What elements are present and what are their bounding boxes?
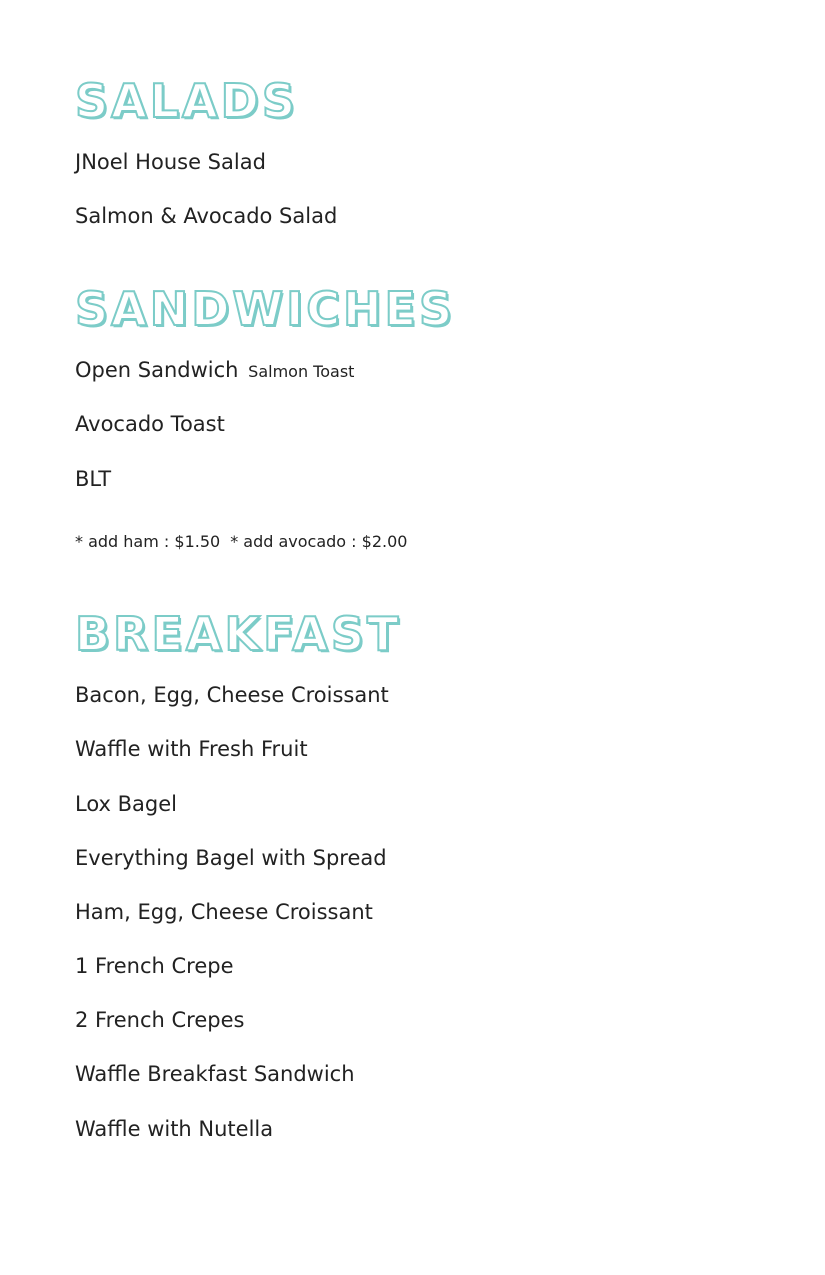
menu-item (75, 469, 111, 490)
addon-avocado: * add avocado : $2.00 (230, 532, 408, 551)
menu-item-subtitle: Salmon Toast (248, 362, 355, 381)
salads-heading: SALADS (75, 74, 298, 128)
menu-item: Bacon, Egg, Cheese Croissant (75, 683, 389, 707)
menu-item: Everything Bagel with Spread (75, 846, 387, 870)
menu-item: JNoel House Salad (75, 150, 266, 174)
menu-item (75, 360, 354, 381)
addons-note (75, 534, 407, 550)
menu-item: Salmon & Avocado Salad (75, 204, 338, 228)
menu-item-name: Avocado Toast (75, 412, 225, 436)
menu-item: Waffle with Fresh Fruit (75, 737, 308, 761)
menu-item: Waffle Breakfast Sandwich (75, 1062, 355, 1086)
menu-item: 1 French Crepe (75, 954, 234, 978)
menu-item: Lox Bagel (75, 792, 177, 816)
menu-item-name: Open Sandwich (75, 358, 239, 382)
addon-ham: * add ham : $1.50 (75, 532, 221, 551)
menu-item: 2 French Crepes (75, 1008, 245, 1032)
menu-item: Waffle with Nutella (75, 1117, 274, 1141)
menu-item: Ham, Egg, Cheese Croissant (75, 900, 373, 924)
breakfast-heading: BREAKFAST (75, 607, 402, 661)
menu-item (75, 414, 225, 435)
menu-item-name: BLT (75, 467, 112, 491)
menu-page (75, 0, 775, 1275)
sandwiches-heading: SANDWICHES (75, 282, 456, 336)
